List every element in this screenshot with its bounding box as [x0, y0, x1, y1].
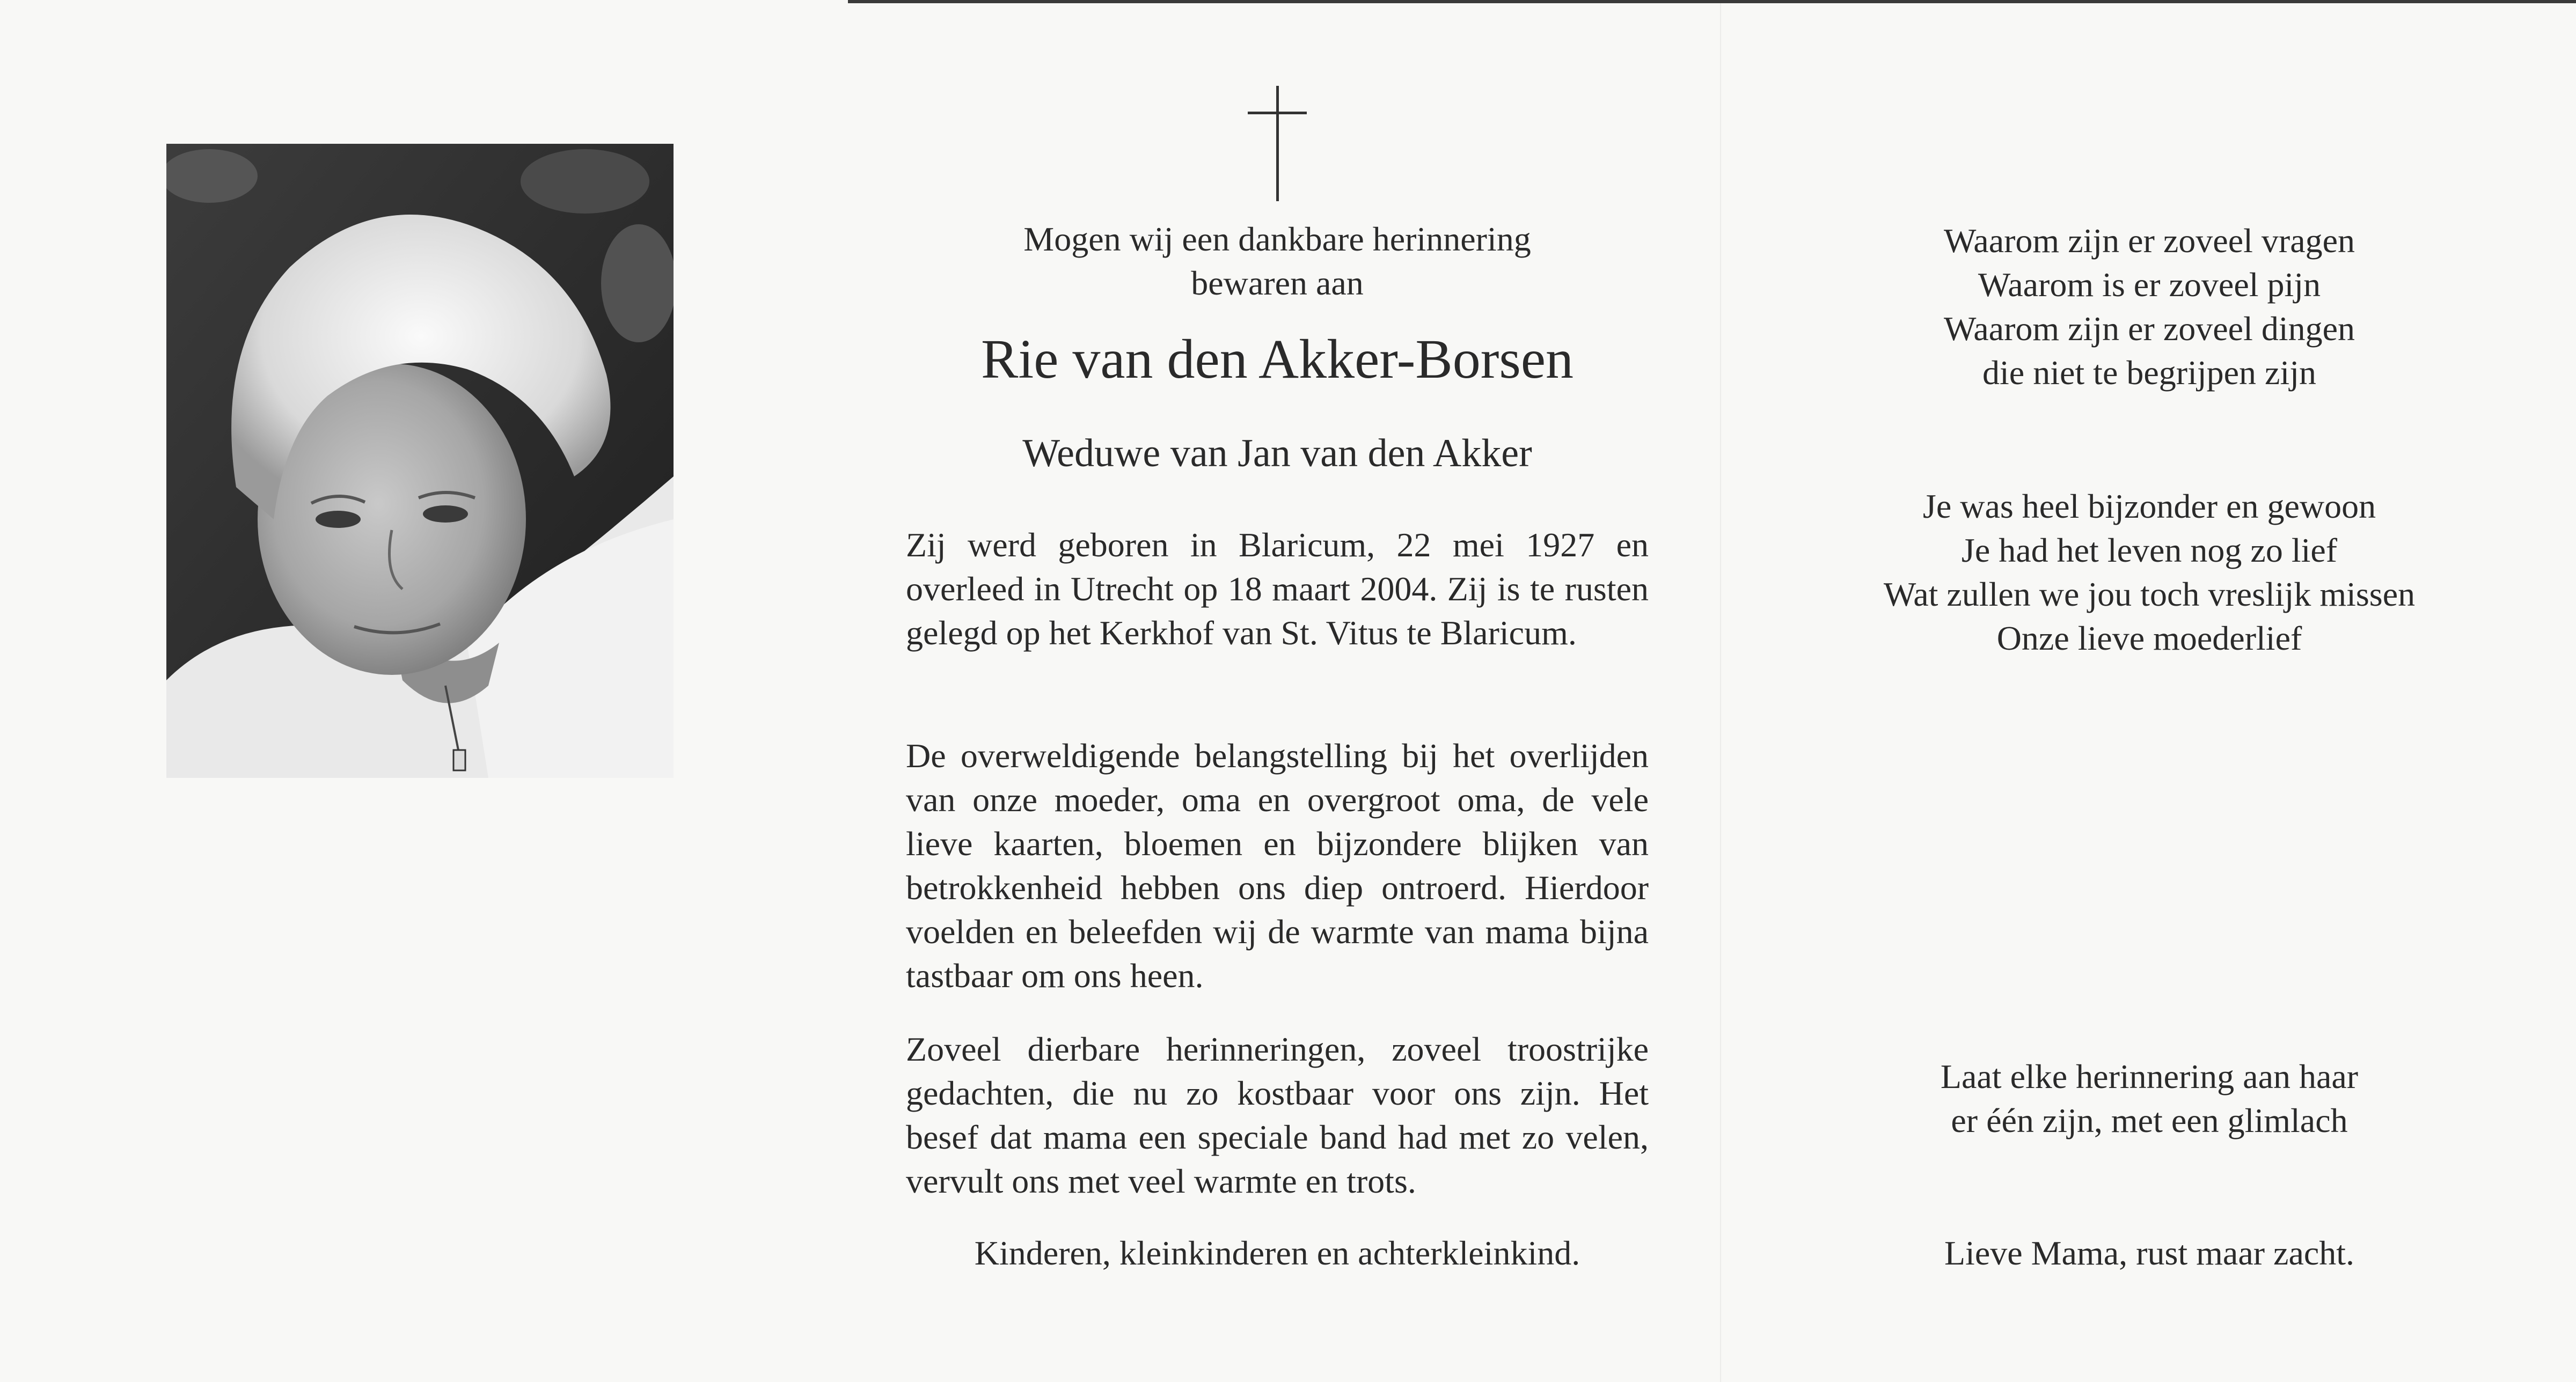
widow-of-line: Weduwe van Jan van den Akker: [1022, 431, 1532, 475]
deceased-name: Rie van den Akker-Borsen: [980, 328, 1574, 390]
poem-line: Je was heel bijzonder en gewoon: [1922, 487, 2376, 525]
birth-death-paragraph: Zij werd geboren in Blaricum, 22 mei 1927 en overleed in Utrecht op 18 maart 2004. Zij is te rusten gelegd op het Kerkhof van St. Vitus te Blaricum.: [906, 526, 1649, 652]
cross-horizontal-bar: [1248, 112, 1307, 114]
intro-text: [880, 217, 1674, 305]
poem-line: Wat zullen we jou toch vreslijk missen: [1883, 575, 2416, 613]
portrait-photo: [166, 144, 674, 778]
poem-stanza-4: [1787, 1231, 2512, 1275]
poem-line: die niet te begrijpen zijn: [1982, 354, 2316, 392]
cross-vertical-bar: [1276, 86, 1279, 201]
poem-line: Laat elke herinnering aan haar: [1940, 1057, 2359, 1096]
poem-line: er één zijn, met een glimlach: [1951, 1101, 2348, 1140]
poem-stanza-2: [1787, 484, 2512, 660]
intro-line-1: Mogen wij een dankbare herinnering: [1023, 220, 1531, 258]
fold-line: [1720, 3, 1721, 1382]
poem-line: Onze lieve moederlief: [1996, 619, 2302, 657]
cross-icon: [1248, 86, 1307, 201]
top-border-line: [848, 0, 2576, 3]
intro-line-2: bewaren aan: [1191, 264, 1364, 302]
poem-line: Lieve Mama, rust maar zacht.: [1944, 1234, 2355, 1272]
closing-signature: Kinderen, kleinkinderen en achterkleinkind.: [974, 1234, 1580, 1272]
poem-line: Waarom zijn er zoveel dingen: [1943, 310, 2355, 348]
poem-line: Waarom zijn er zoveel vragen: [1944, 222, 2355, 260]
portrait-photo-icon: [166, 144, 674, 778]
poem-stanza-3: [1787, 1055, 2512, 1143]
poem-line: Waarom is er zoveel pijn: [1978, 266, 2321, 304]
gratitude-paragraph: De overweldigende belangstelling bij het overlijden van onze moeder, oma en overgroot oma, de vele lieve kaarten, bloemen en bijzondere blijken van betrokkenheid hebben ons diep ontroerd. Hierdoor voelden en beleefden wij de warmte van mama bijna tastbaar om ons heen.: [906, 737, 1649, 995]
memories-paragraph: Zoveel dierbare herinneringen, zoveel troostrijke gedachten, die nu zo kostbaar voor ons zijn. Het besef dat mama een speciale band had met zo velen, vervult ons met veel warmte en trots.: [906, 1030, 1649, 1200]
poem-line: Je had het leven nog zo lief: [1961, 531, 2338, 569]
poem-stanza-1: [1787, 219, 2512, 395]
